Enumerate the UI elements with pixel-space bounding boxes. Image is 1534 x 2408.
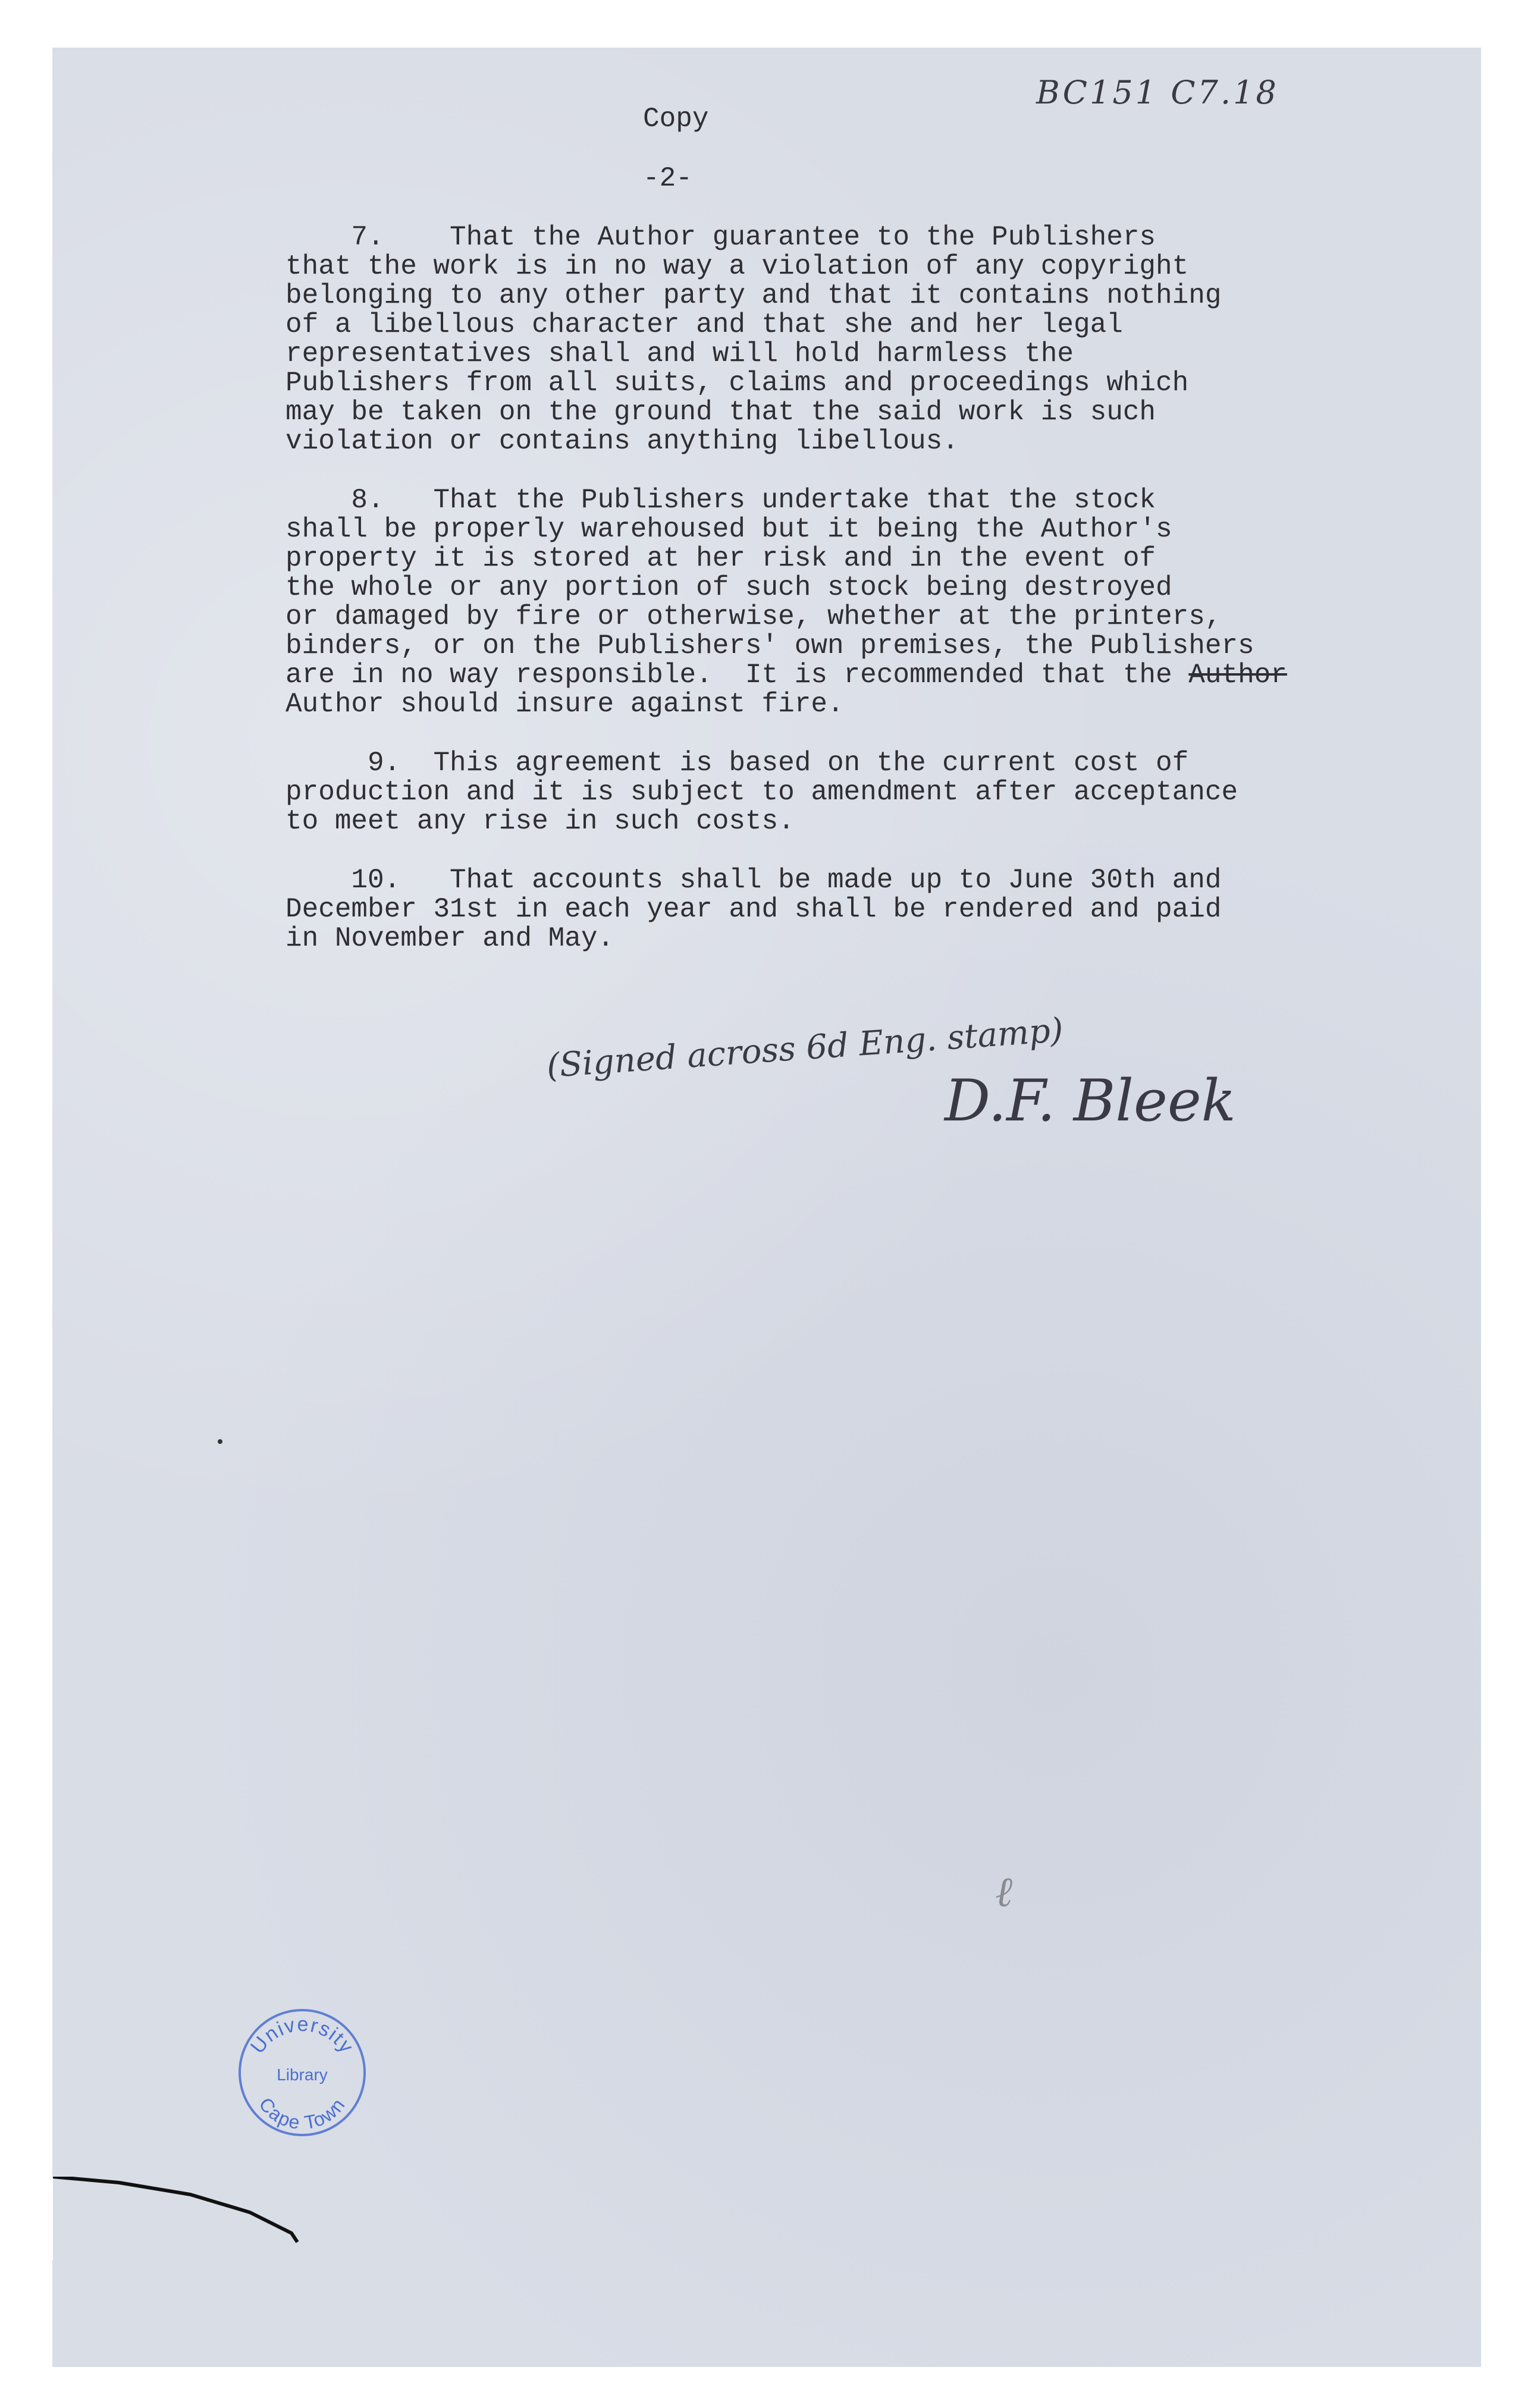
torn-edge (0, 2177, 333, 2260)
clause-line: property it is stored at her risk and in the event of (286, 543, 1156, 574)
clause-line: Author should insure against fire. (286, 689, 844, 720)
clause-line: December 31st in each year and shall be rendered and paid (286, 894, 1222, 925)
struck-word: Author (1188, 660, 1287, 690)
clause-line: representatives shall and will hold harmless the (286, 338, 1074, 369)
page-number: -2- (643, 163, 692, 194)
signature-note: (Signed across 6d Eng. stamp) (545, 1010, 1065, 1086)
clause-line: the whole or any portion of such stock being destroyed (286, 572, 1172, 603)
archive-reference: BC151 C7.18 (1036, 74, 1279, 111)
clause-line: of a libellous character and that she and her legal (286, 309, 1123, 340)
clause-line: 7. That the Author guarantee to the Publishers (286, 222, 1156, 253)
clause-line: that the work is in no way a violation of any copyright (286, 251, 1189, 282)
clause-line: 9. This agreement is based on the current cost of (286, 748, 1189, 778)
clause-line: belonging to any other party and that it contains nothing (286, 280, 1222, 311)
ink-dot (218, 1439, 222, 1444)
copy-label: Copy (643, 103, 709, 134)
clause-line: or damaged by fire or otherwise, whether at the printers, (286, 601, 1222, 632)
svg-text:Cape Town (255, 2093, 349, 2133)
clause-line: violation or contains anything libellous. (286, 426, 959, 457)
svg-text:University (246, 2013, 359, 2058)
document-page (52, 48, 1481, 2367)
clause-line: binders, or on the Publishers' own premises, the Publishers (286, 630, 1254, 661)
stamp-text-top: University (246, 2013, 359, 2058)
stamp-text-bottom: Cape Town (255, 2093, 350, 2134)
signature: D.F. Bleek (945, 1068, 1236, 1134)
clause-line: shall be properly warehoused but it being the Author's (286, 514, 1172, 545)
clause-line: production and it is subject to amendment after acceptance (286, 777, 1238, 808)
stamp-text-middle: Library (277, 2065, 328, 2084)
clause-line (286, 661, 1287, 690)
clause-line: may be taken on the ground that the said work is such (286, 397, 1156, 428)
library-stamp (234, 2004, 371, 2141)
clause-line: to meet any rise in such costs. (286, 806, 795, 837)
clause-line-text: are in no way responsible. It is recommended that the (286, 660, 1189, 690)
clause-line: 10. That accounts shall be made up to June 30th and (286, 865, 1222, 896)
clause-line: 8. That the Publishers undertake that the stock (286, 485, 1156, 516)
clause-line: in November and May. (286, 923, 614, 954)
clause-line: Publishers from all suits, claims and proceedings which (286, 368, 1189, 398)
pencil-mark: ℓ (995, 1867, 1013, 1916)
